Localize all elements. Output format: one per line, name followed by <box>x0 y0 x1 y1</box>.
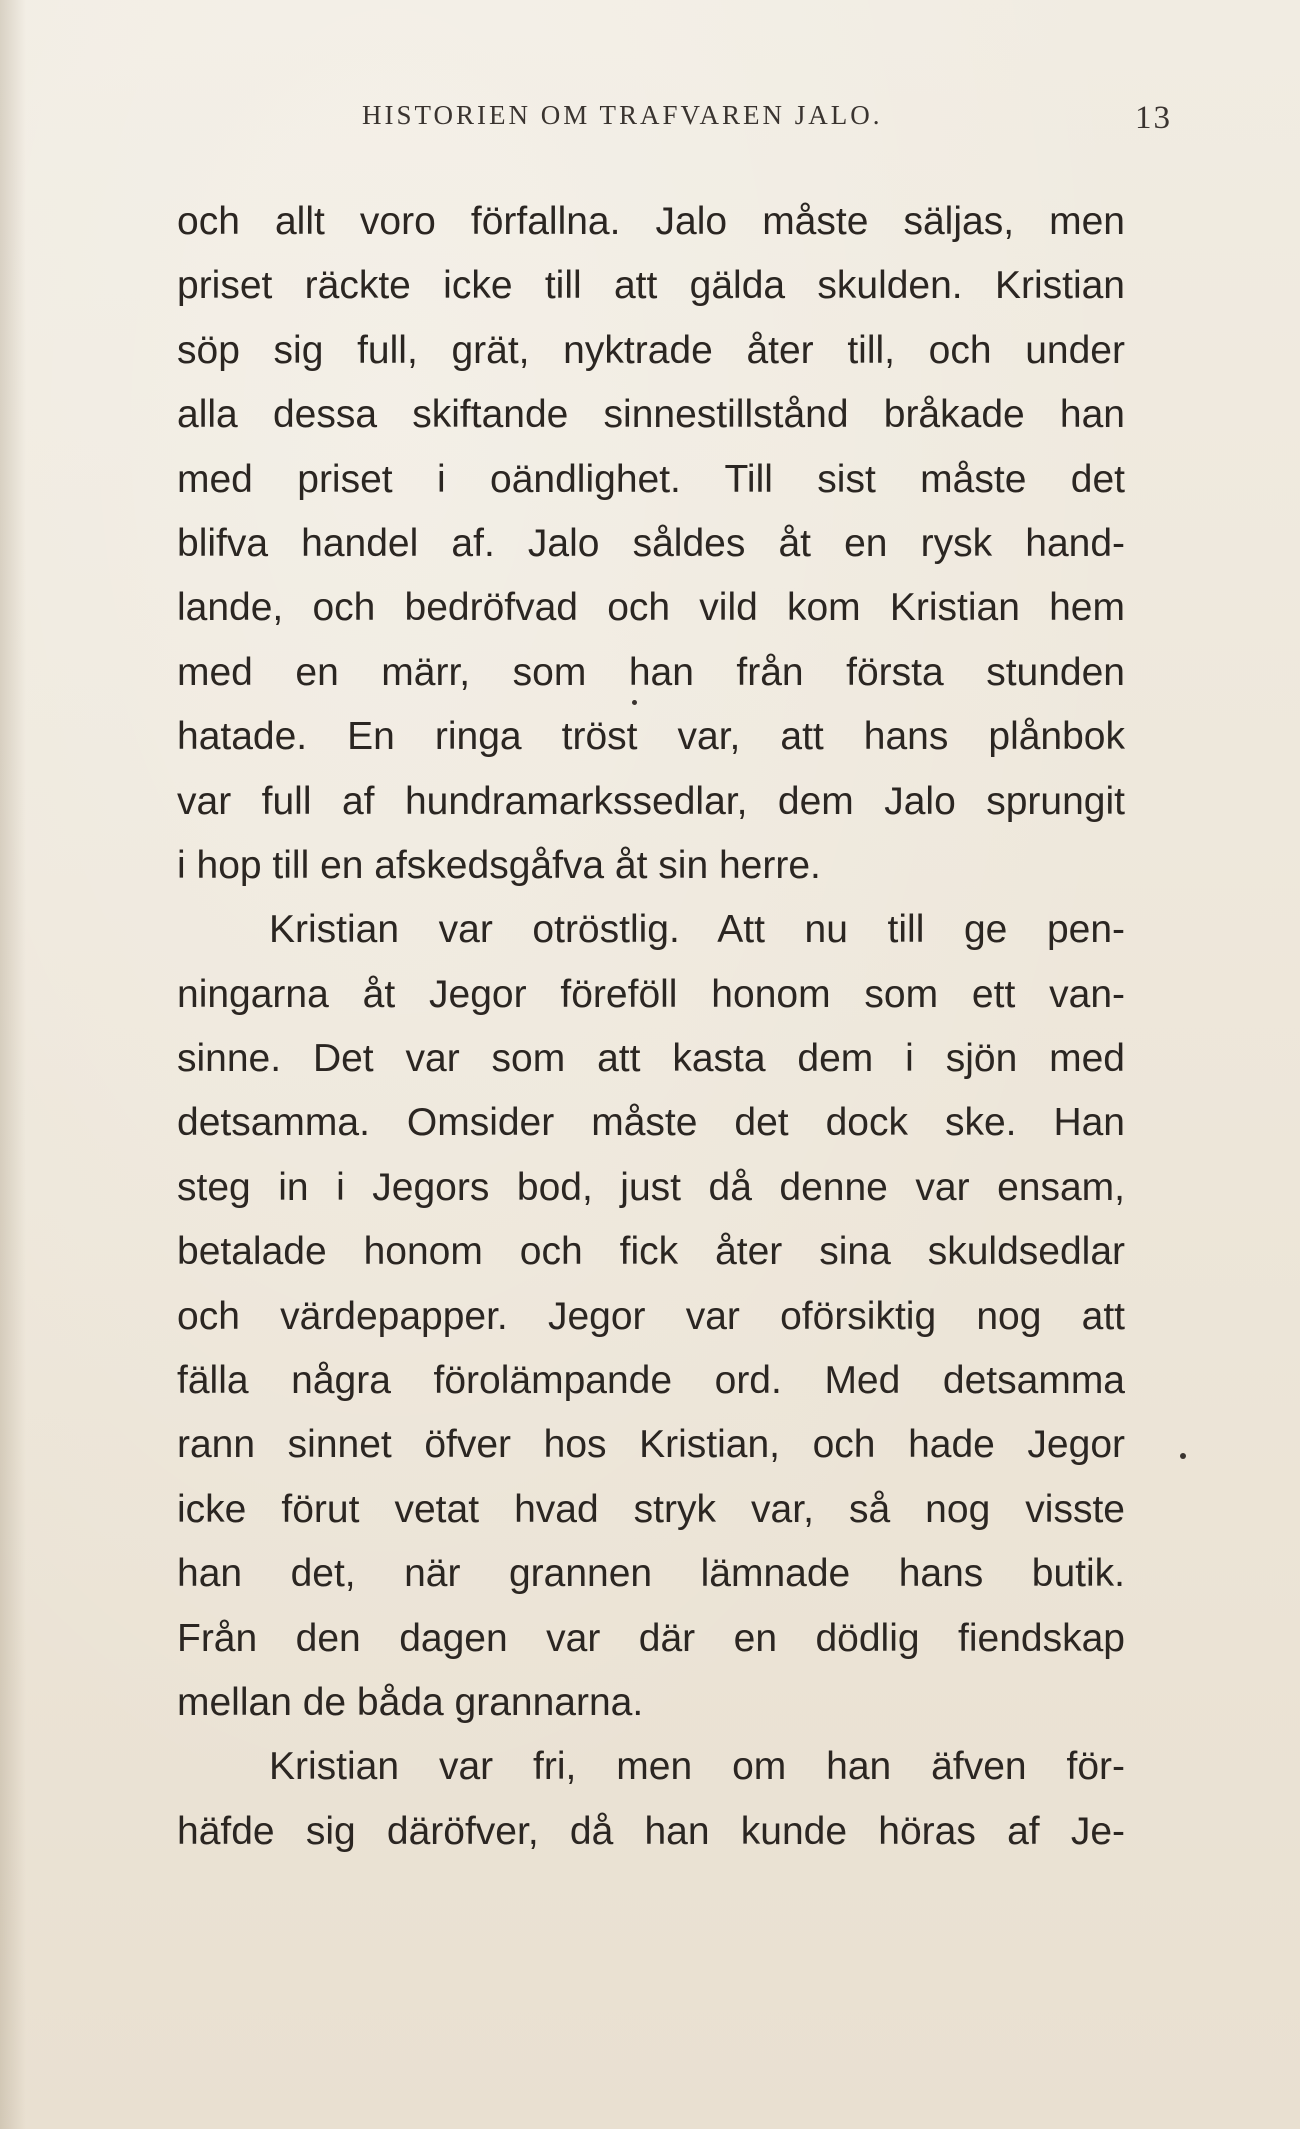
text-line: rann sinnet öfver hos Kristian, och hade Jegor <box>177 1423 1125 1467</box>
text-line: icke förut vetat hvad stryk var, så nog visste <box>177 1487 1125 1531</box>
text-line: med en märr, som han från första stunden <box>177 650 1125 694</box>
text-line: Kristian var otröstlig. Att nu till ge pen- <box>269 908 1125 952</box>
text-line: alla dessa skiftande sinnestillstånd bråkade han <box>177 393 1125 437</box>
text-line: med priset i oändlighet. Till sist måste det <box>177 457 1125 501</box>
running-title: HISTORIEN OM TRAFVAREN JALO. <box>362 100 883 130</box>
text-line: lande, och bedröfvad och vild kom Kristian hem <box>177 586 1125 630</box>
text-line: häfde sig däröfver, då han kunde höras af Je- <box>177 1809 1125 1853</box>
text-line: mellan de båda grannarna. <box>177 1680 644 1724</box>
ink-speck <box>1180 1453 1186 1459</box>
text-line: och allt voro förfallna. Jalo måste säljas, men <box>177 200 1125 243</box>
text-line: Kristian var fri, men om han äfven för- <box>269 1745 1125 1789</box>
text-line: steg in i Jegors bod, just då denne var ensam, <box>177 1165 1125 1209</box>
ink-speck <box>632 700 637 705</box>
text-line: sinne. Det var som att kasta dem i sjön med <box>177 1037 1125 1081</box>
body-text <box>177 190 1125 1864</box>
text-line: söp sig full, grät, nyktrade åter till, och under <box>177 328 1125 372</box>
text-line: priset räckte icke till att gälda skulden. Kristian <box>177 264 1125 308</box>
page-number: 13 <box>1135 100 1172 136</box>
running-head <box>362 100 1172 140</box>
page-edge-shadow <box>0 0 26 2129</box>
text-line: fälla några förolämpande ord. Med detsamma <box>177 1359 1125 1403</box>
text-line: var full af hundramarkssedlar, dem Jalo sprungit <box>177 779 1125 823</box>
text-line: i hop till en afskedsgåfva åt sin herre. <box>177 843 821 887</box>
text-line: detsamma. Omsider måste det dock ske. Han <box>177 1101 1125 1145</box>
text-line: blifva handel af. Jalo såldes åt en rysk hand- <box>177 521 1125 565</box>
text-line: han det, när grannen lämnade hans butik. <box>177 1552 1125 1596</box>
text-line: hatade. En ringa tröst var, att hans plånbok <box>177 715 1125 759</box>
text-line: Från den dagen var där en dödlig fiendskap <box>177 1616 1125 1660</box>
text-line: ningarna åt Jegor föreföll honom som ett van- <box>177 972 1125 1016</box>
text-line: betalade honom och fick åter sina skuldsedlar <box>177 1230 1125 1274</box>
text-line: och värdepapper. Jegor var oförsiktig nog att <box>177 1294 1125 1338</box>
